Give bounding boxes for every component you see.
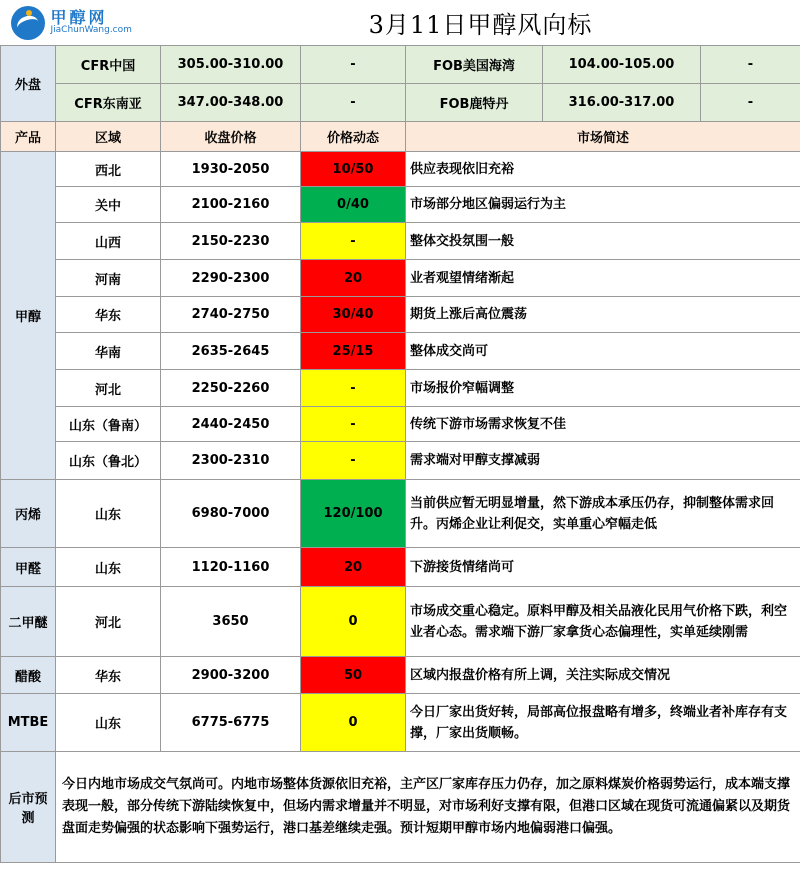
dynamic-cell: - bbox=[301, 370, 406, 407]
region-cell: 华南 bbox=[56, 333, 161, 370]
product-cell: 甲醛 bbox=[1, 548, 56, 587]
dynamic-cell: 10/50 bbox=[301, 152, 406, 187]
external-row-1 bbox=[1, 46, 800, 84]
external-price: 347.00-348.00 bbox=[161, 84, 301, 122]
region-cell: 河南 bbox=[56, 260, 161, 297]
summary-cell: 业者观望情绪渐起 bbox=[406, 260, 800, 297]
dynamic-cell: - bbox=[301, 223, 406, 260]
forecast-label: 后市预测 bbox=[1, 752, 56, 863]
price-cell: 2440-2450 bbox=[161, 407, 301, 442]
title-row bbox=[1, 0, 800, 46]
price-cell: 2100-2160 bbox=[161, 187, 301, 223]
price-cell: 1930-2050 bbox=[161, 152, 301, 187]
region-cell: 山东 bbox=[56, 548, 161, 587]
product-methanol: 甲醇 bbox=[1, 152, 56, 480]
table-row bbox=[1, 152, 800, 187]
price-cell: 2740-2750 bbox=[161, 297, 301, 333]
region-cell: 河北 bbox=[56, 370, 161, 407]
price-cell: 2250-2260 bbox=[161, 370, 301, 407]
price-cell: 2150-2230 bbox=[161, 223, 301, 260]
price-cell: 2635-2645 bbox=[161, 333, 301, 370]
header-price: 收盘价格 bbox=[161, 122, 301, 152]
summary-cell: 整体交投氛围一般 bbox=[406, 223, 800, 260]
external-price: 316.00-317.00 bbox=[543, 84, 701, 122]
external-price: 104.00-105.00 bbox=[543, 46, 701, 84]
summary-cell: 传统下游市场需求恢复不佳 bbox=[406, 407, 800, 442]
table-row bbox=[1, 548, 800, 587]
product-cell: 二甲醚 bbox=[1, 587, 56, 657]
header-dynamic: 价格动态 bbox=[301, 122, 406, 152]
external-label: 外盘 bbox=[1, 46, 56, 122]
column-header-row bbox=[1, 122, 800, 152]
region-cell: 山东（鲁南） bbox=[56, 407, 161, 442]
dynamic-cell: 0 bbox=[301, 694, 406, 752]
price-cell: 3650 bbox=[161, 587, 301, 657]
region-cell: 西北 bbox=[56, 152, 161, 187]
external-price: 305.00-310.00 bbox=[161, 46, 301, 84]
logo-domain: JiaChunWang.com bbox=[50, 25, 132, 36]
external-location: FOB鹿特丹 bbox=[406, 84, 543, 122]
external-change: - bbox=[301, 84, 406, 122]
price-cell: 6775-6775 bbox=[161, 694, 301, 752]
dynamic-cell: 0/40 bbox=[301, 187, 406, 223]
logo-globe-icon bbox=[11, 6, 45, 40]
summary-cell: 供应表现依旧充裕 bbox=[406, 152, 800, 187]
table-row bbox=[1, 187, 800, 223]
dynamic-cell: 25/15 bbox=[301, 333, 406, 370]
page-title: 3月11日甲醇风向标 bbox=[368, 11, 593, 39]
external-change: - bbox=[701, 46, 800, 84]
summary-cell: 当前供应暂无明显增量，然下游成本承压仍存，抑制整体需求回升。丙烯企业让利促交，实单重心窄幅走低 bbox=[406, 480, 800, 548]
price-cell: 2290-2300 bbox=[161, 260, 301, 297]
summary-cell: 需求端对甲醇支撑减弱 bbox=[406, 442, 800, 480]
summary-cell: 下游接货情绪尚可 bbox=[406, 548, 800, 587]
product-cell: MTBE bbox=[1, 694, 56, 752]
region-cell: 山东（鲁北） bbox=[56, 442, 161, 480]
external-location: CFR中国 bbox=[56, 46, 161, 84]
header-region: 区域 bbox=[56, 122, 161, 152]
forecast-text: 今日内地市场成交气氛尚可。内地市场整体货源依旧充裕，主产区厂家库存压力仍存，加之原料煤炭价格弱势运行，成本端支撑表现一般，部分传统下游陆续恢复中，但场内需求增量并不明显，对市场利好支撑有限，但港口区域在现货可流通偏紧以及期货盘面走势偏强的状态影响下强势运行，港口基差继续走强。预计短期甲醇市场内地偏弱港口偏强。 bbox=[56, 752, 800, 863]
region-cell: 关中 bbox=[56, 187, 161, 223]
table-row bbox=[1, 407, 800, 442]
price-cell: 2300-2310 bbox=[161, 442, 301, 480]
dynamic-cell: 0 bbox=[301, 587, 406, 657]
price-cell: 2900-3200 bbox=[161, 657, 301, 694]
table-row bbox=[1, 694, 800, 752]
product-cell: 丙烯 bbox=[1, 480, 56, 548]
dynamic-cell: 20 bbox=[301, 260, 406, 297]
dynamic-cell: 50 bbox=[301, 657, 406, 694]
summary-cell: 整体成交尚可 bbox=[406, 333, 800, 370]
table-row bbox=[1, 370, 800, 407]
table-row bbox=[1, 223, 800, 260]
region-cell: 华东 bbox=[56, 297, 161, 333]
external-location: CFR东南亚 bbox=[56, 84, 161, 122]
external-change: - bbox=[701, 84, 800, 122]
header-summary: 市场简述 bbox=[406, 122, 800, 152]
dynamic-cell: - bbox=[301, 407, 406, 442]
summary-cell: 市场部分地区偏弱运行为主 bbox=[406, 187, 800, 223]
region-cell: 河北 bbox=[56, 587, 161, 657]
table-row bbox=[1, 480, 800, 548]
summary-cell: 期货上涨后高位震荡 bbox=[406, 297, 800, 333]
dynamic-cell: 30/40 bbox=[301, 297, 406, 333]
summary-cell: 区域内报盘价格有所上调，关注实际成交情况 bbox=[406, 657, 800, 694]
summary-cell: 市场报价窄幅调整 bbox=[406, 370, 800, 407]
table-row bbox=[1, 587, 800, 657]
table-row bbox=[1, 297, 800, 333]
logo-name: 甲醇网 bbox=[50, 7, 108, 27]
dynamic-cell: - bbox=[301, 442, 406, 480]
dynamic-cell: 20 bbox=[301, 548, 406, 587]
table-row bbox=[1, 260, 800, 297]
external-row-2 bbox=[1, 84, 800, 122]
summary-cell: 今日厂家出货好转，局部高位报盘略有增多，终端业者补库存有支撑，厂家出货顺畅。 bbox=[406, 694, 800, 752]
summary-cell: 市场成交重心稳定。原料甲醇及相关品液化民用气价格下跌，利空业者心态。需求端下游厂家拿货心态偏理性，实单延续刚需 bbox=[406, 587, 800, 657]
table-row bbox=[1, 333, 800, 370]
price-cell: 1120-1160 bbox=[161, 548, 301, 587]
forecast-row bbox=[1, 752, 800, 863]
region-cell: 华东 bbox=[56, 657, 161, 694]
external-change: - bbox=[301, 46, 406, 84]
price-cell: 6980-7000 bbox=[161, 480, 301, 548]
region-cell: 山东 bbox=[56, 694, 161, 752]
external-location: FOB美国海湾 bbox=[406, 46, 543, 84]
table-row bbox=[1, 657, 800, 694]
logo bbox=[1, 0, 161, 46]
region-cell: 山西 bbox=[56, 223, 161, 260]
dynamic-cell: 120/100 bbox=[301, 480, 406, 548]
region-cell: 山东 bbox=[56, 480, 161, 548]
table-row bbox=[1, 442, 800, 480]
header-product: 产品 bbox=[1, 122, 56, 152]
product-cell: 醋酸 bbox=[1, 657, 56, 694]
